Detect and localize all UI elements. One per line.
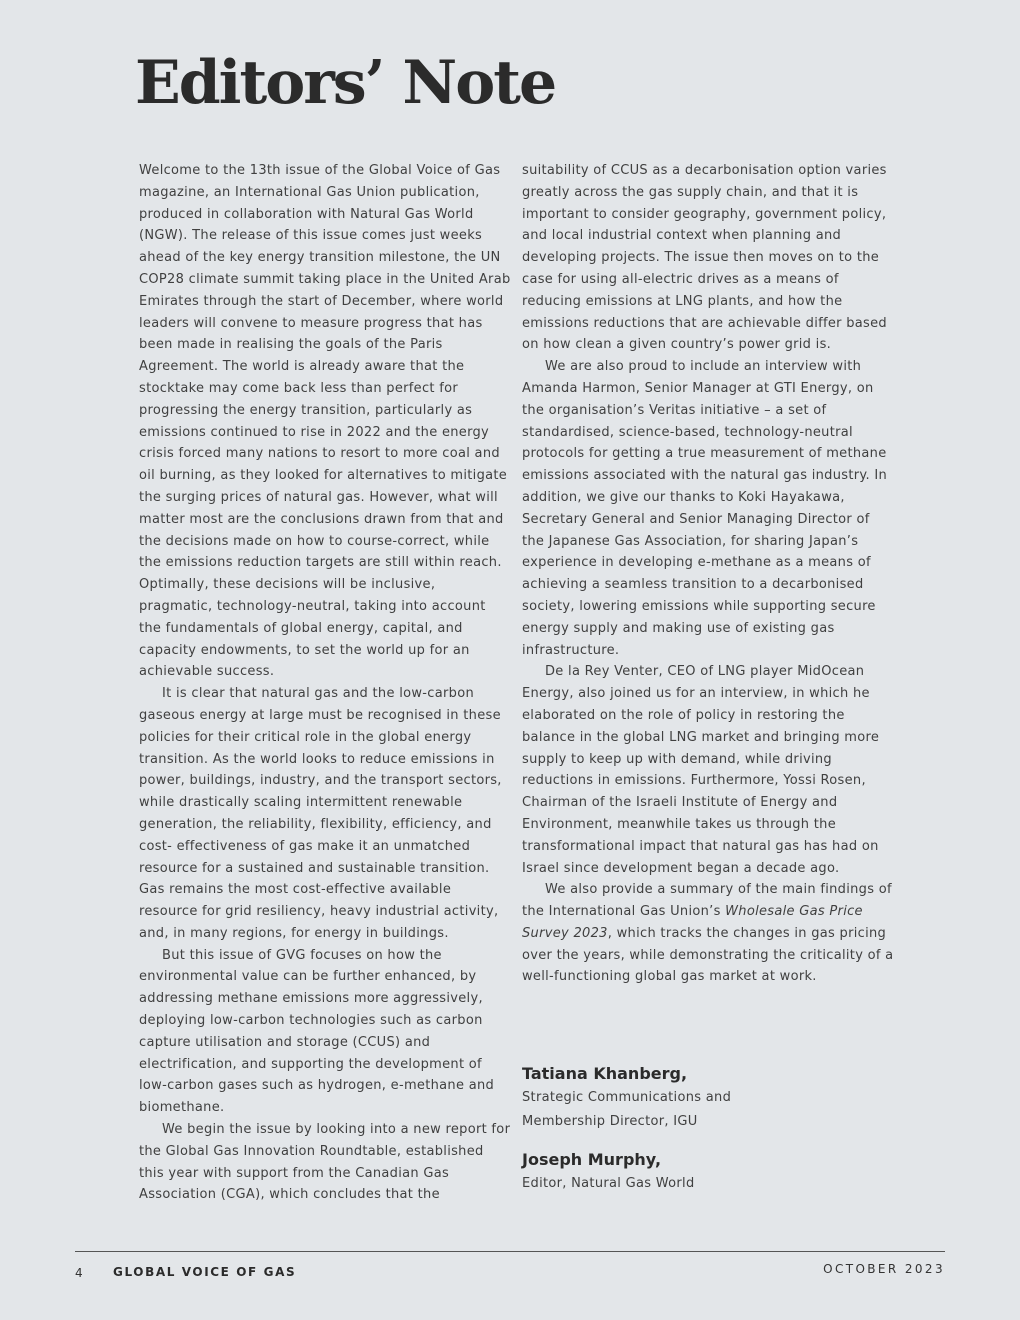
- signature-murphy: [522, 1148, 902, 1196]
- paragraph: suitability of CCUS as a decarbonisation option varies greatly across the gas supply chain, and that it is important to consider geography, government policy, and local industrial context when planning and developing projects. The issue then moves on to the case for using all-electric drives as a means of reducing emissions at LNG plants, and how the emissions reductions that are achievable differ based on how clean a given country’s power grid is.: [522, 163, 887, 353]
- signature-role: Editor, Natural Gas World: [522, 1176, 695, 1191]
- paragraph-text: , which tracks the changes in gas pricing over the years, while demonstrating the criticality of a well-functioning global gas market at work.: [522, 925, 894, 985]
- signature-khanberg: [522, 1062, 902, 1134]
- paragraph: [522, 879, 896, 988]
- left-column: [139, 160, 511, 1206]
- page-number: 4: [75, 1266, 83, 1280]
- signatures: [522, 1062, 902, 1210]
- signature-role: Membership Director, IGU: [522, 1114, 698, 1129]
- survey-title: Wholesale Gas Price Survey 2023: [522, 904, 863, 941]
- issue-date: OCTOBER 2023: [823, 1262, 945, 1276]
- footer-divider: [75, 1251, 945, 1252]
- page-title: Editors’ Note: [135, 48, 556, 118]
- paragraph: It is clear that natural gas and the low-carbon gaseous energy at large must be recognised in these policies for their critical role in the global energy transition. As the world looks to reduce emissions in power, buildings, industry, and the transport sectors, while drastically scaling intermittent renewable generation, the reliability, flexibility, efficiency, and cost- effectiveness of gas make it an unmatched resource for a sustained and sustainable transition. Gas remains the most cost-effective available resource for grid resiliency, heavy industrial activity, and, in many regions, for energy in buildings.: [139, 686, 502, 941]
- paragraph-text: We also provide a summary of the main findings of the International Gas Union’s: [522, 882, 892, 920]
- right-column: [522, 160, 896, 988]
- signature-name: Joseph Murphy,: [522, 1150, 662, 1169]
- paragraph: We are also proud to include an interview with Amanda Harmon, Senior Manager at GTI Energy, on the organisation’s Veritas initiative – a set of standardised, science-based, technology-neutral protocols for getting a true measurement of methane emissions associated with the natural gas industry. In addition, we give our thanks to Koki Hayakawa, Secretary General and Senior Managing Director of the Japanese Gas Association, for sharing Japan’s experience in developing e-methane as a means of achieving a seamless transition to a decarbonised society, lowering emissions while supporting secure energy supply and making use of existing gas infrastructure.: [522, 359, 888, 658]
- paragraph: Welcome to the 13th issue of the Global Voice of Gas magazine, an International Gas Union publication, produced in collaboration with Natural Gas World (NGW). The release of this issue comes just weeks ahead of the key energy transition milestone, the UN COP28 climate summit taking place in the United Arab Emirates through the start of December, where world leaders will convene to measure progress that has been made in realising the goals of the Paris Agreement. The world is already aware that the stocktake may come back less than perfect for progressing the energy transition, particularly as emissions continued to rise in 2022 and the energy crisis forced many nations to resort to more coal and oil burning, as they looked for alternatives to mitigate the surging prices of natural gas. However, what will matter most are the conclusions drawn from that and the decisions made on how to course-correct, while the emissions reduction targets are still within reach. Optimally, these decisions will be inclusive, pragmatic, technology-neutral, taking into account the fundamentals of global energy, capital, and capacity endowments, to set the world up for an achievable success.: [139, 163, 511, 680]
- signature-role: Strategic Communications and: [522, 1090, 732, 1105]
- signature-name: Tatiana Khanberg,: [522, 1064, 688, 1083]
- paragraph: De la Rey Venter, CEO of LNG player MidOcean Energy, also joined us for an interview, in which he elaborated on the role of policy in restoring the balance in the global LNG market and bringing more supply to keep up with demand, while driving reductions in emissions. Furthermore, Yossi Rosen, Chairman of the Israeli Institute of Energy and Environment, meanwhile takes us through the transformational impact that natural gas has had on Israel since development began a decade ago.: [522, 664, 880, 876]
- magazine-name: GLOBAL VOICE OF GAS: [113, 1265, 297, 1279]
- paragraph: But this issue of GVG focuses on how the environmental value can be further enhanced, by addressing methane emissions more aggressively, deploying low-carbon technologies such as carbon capture utilisation and storage (CCUS) and electrification, and supporting the development of low-carbon gases such as hydrogen, e-methane and biomethane.: [139, 947, 495, 1116]
- paragraph: We begin the issue by looking into a new report for the Global Gas Innovation Roundtable, established this year with support from the Canadian Gas Association (CGA), which concludes that the: [139, 1122, 511, 1203]
